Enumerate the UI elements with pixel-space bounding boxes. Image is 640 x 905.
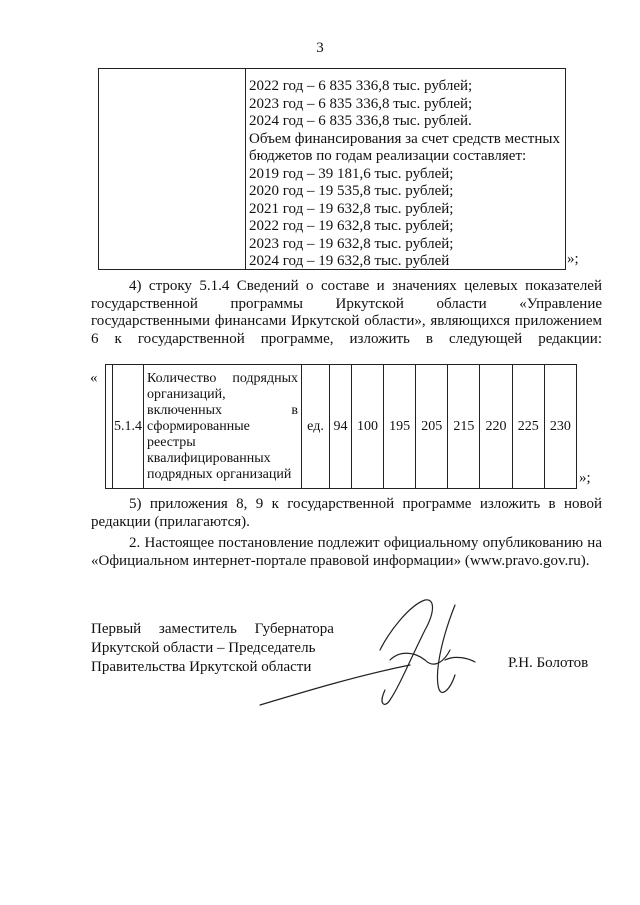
financing-line: 2024 год – 19 632,8 тыс. рублей xyxy=(249,253,450,269)
indicator-value: 230 xyxy=(544,365,576,489)
financing-line: 2022 год – 6 835 336,8 тыс. рублей; xyxy=(249,78,473,94)
table-row xyxy=(106,365,577,489)
financing-lines xyxy=(249,78,561,271)
indicator-value: 220 xyxy=(480,365,512,489)
signer-line: Правительства Иркутской области xyxy=(91,659,312,675)
financing-closing-quote: »; xyxy=(567,251,579,267)
indicator-value: 205 xyxy=(416,365,448,489)
item-4-paragraph: 4) строку 5.1.4 Сведений о составе и значениях целевых показателей государственной программы Иркутской области «Управление государственными финансами Иркутской области», являющихся приложением 6 к государственной программе, изложить в следующей редакции: xyxy=(91,278,602,347)
signer-name: Р.Н. Болотов xyxy=(508,655,589,671)
signer-line: Первый заместитель Губернатора xyxy=(91,621,334,637)
indicator-value: 100 xyxy=(351,365,383,489)
indicator-number: 5.1.4 xyxy=(113,365,144,489)
item-2-paragraph: 2. Настоящее постановление подлежит официальному опубликованию на «Официальном интернет-портале правовой информации» (www.pravo.gov.ru). xyxy=(91,535,602,569)
table-cell-empty xyxy=(106,365,113,489)
financing-line: 2021 год – 19 632,8 тыс. рублей; xyxy=(249,200,454,217)
signer-line: Иркутской области – Председатель xyxy=(91,640,316,656)
financing-line: 2020 год – 19 535,8 тыс. рублей; xyxy=(249,183,454,199)
indicator-value: 225 xyxy=(512,365,544,489)
table-divider xyxy=(245,69,246,269)
indicator-closing-quote: »; xyxy=(579,470,591,486)
item-5-paragraph: 5) приложения 8, 9 к государственной программе изложить в новой редакции (прилагаются). xyxy=(91,496,602,530)
financing-line: 2023 год – 6 835 336,8 тыс. рублей; xyxy=(249,95,473,112)
indicator-name: Количество подрядных организаций, включенных в сформированные реестры квалифицированных подрядных организаций xyxy=(147,370,298,482)
indicator-table xyxy=(105,364,577,489)
financing-table xyxy=(98,68,566,270)
financing-line: 2024 год – 6 835 336,8 тыс. рублей. xyxy=(249,113,472,129)
indicator-value: 195 xyxy=(384,365,416,489)
page-number: 3 xyxy=(316,40,324,56)
financing-line: 2023 год – 19 632,8 тыс. рублей; xyxy=(249,235,454,252)
indicator-open-quote: « xyxy=(90,370,98,386)
indicator-value: 94 xyxy=(330,365,352,489)
financing-line: Объем финансирования за счет средств местных xyxy=(249,130,560,147)
indicator-name-cell xyxy=(144,365,302,489)
financing-line: бюджетов по годам реализации составляет: xyxy=(249,148,527,164)
indicator-value: 215 xyxy=(448,365,480,489)
financing-line: 2019 год – 39 181,6 тыс. рублей; xyxy=(249,165,454,182)
indicator-unit: ед. xyxy=(302,365,330,489)
signature xyxy=(240,590,480,715)
financing-line: 2022 год – 19 632,8 тыс. рублей; xyxy=(249,218,454,234)
